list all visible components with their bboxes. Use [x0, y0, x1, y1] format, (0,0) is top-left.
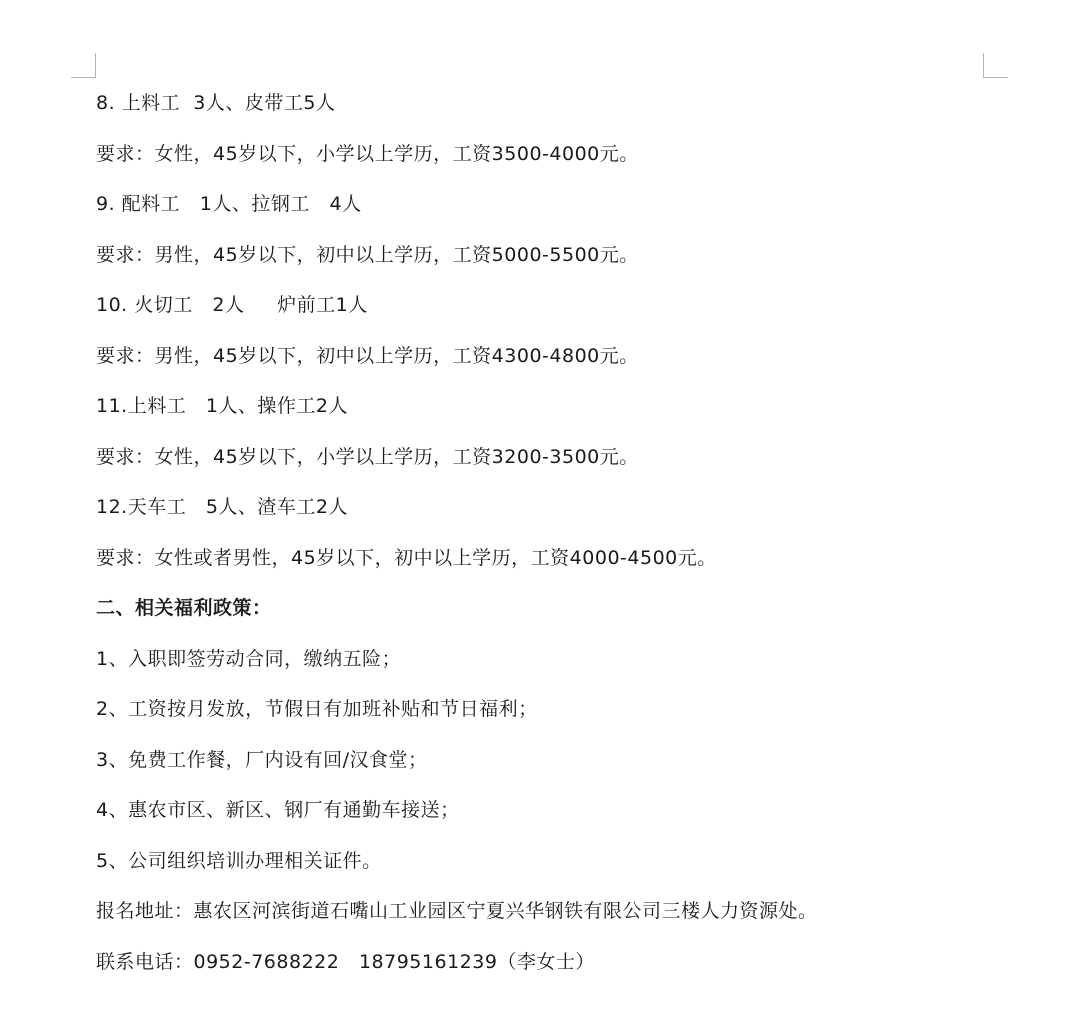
job-requirement-8: 要求：女性，45岁以下，小学以上学历，工资3500-4000元。 — [96, 142, 639, 165]
contact-phone: 联系电话：0952-7688222 18795161239（李女士） — [96, 950, 595, 973]
benefit-item-2: 2、工资按月发放，节假日有加班补贴和节日福利； — [96, 698, 538, 720]
benefit-item-4: 4、惠农市区、新区、钢厂有通勤车接送； — [96, 799, 460, 821]
job-item-12: 12.天车工 5人、渣车工2人 — [96, 496, 349, 518]
registration-address: 报名地址：惠农区河滨街道石嘴山工业园区宁夏兴华钢铁有限公司三楼人力资源处。 — [96, 900, 818, 922]
page-corner-mark-top-left — [71, 53, 96, 78]
benefit-item-5: 5、公司组织培训办理相关证件。 — [96, 849, 382, 872]
benefits-heading: 二、相关福利政策： — [96, 597, 272, 619]
document-body — [96, 88, 996, 997]
job-item-10: 10. 火切工 2人 炉前工1人 — [96, 294, 368, 316]
page-corner-mark-top-right — [983, 53, 1008, 78]
benefit-item-1: 1、入职即签劳动合同，缴纳五险； — [96, 647, 402, 670]
job-item-8: 8. 上料工 3人、皮带工5人 — [96, 92, 336, 114]
job-requirement-9: 要求：男性，45岁以下，初中以上学历，工资5000-5500元。 — [96, 243, 639, 266]
job-item-9: 9. 配料工 1人、拉钢工 4人 — [96, 193, 362, 215]
job-requirement-10: 要求：男性，45岁以下，初中以上学历，工资4300-4800元。 — [96, 344, 639, 367]
job-requirement-12: 要求：女性或者男性，45岁以下，初中以上学历，工资4000-4500元。 — [96, 546, 717, 569]
job-item-11: 11.上料工 1人、操作工2人 — [96, 395, 349, 417]
job-requirement-11: 要求：女性，45岁以下，小学以上学历，工资3200-3500元。 — [96, 445, 639, 468]
benefit-item-3: 3、免费工作餐，厂内设有回/汉食堂； — [96, 748, 428, 771]
